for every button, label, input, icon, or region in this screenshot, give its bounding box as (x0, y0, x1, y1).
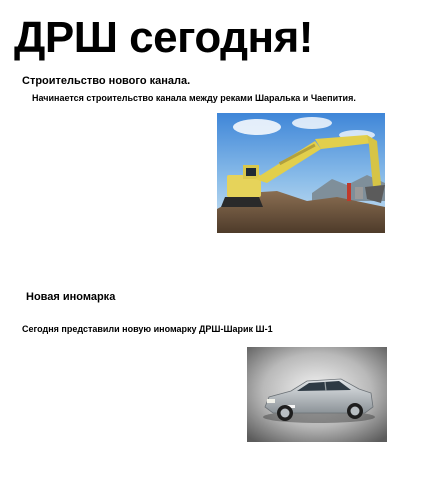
car-photo (247, 347, 387, 442)
article-text: Сегодня представили новую иномарку ДРШ-Шарик Ш-1 (22, 324, 273, 334)
excavator-photo (217, 113, 385, 233)
article-title: Строительство нового канала. (22, 75, 191, 87)
page-headline: ДРШ сегодня! (14, 13, 313, 62)
article-text: Начинается строительство канала между реками Шаралька и Чаепития. (32, 93, 356, 103)
article-title: Новая иномарка (26, 291, 116, 303)
